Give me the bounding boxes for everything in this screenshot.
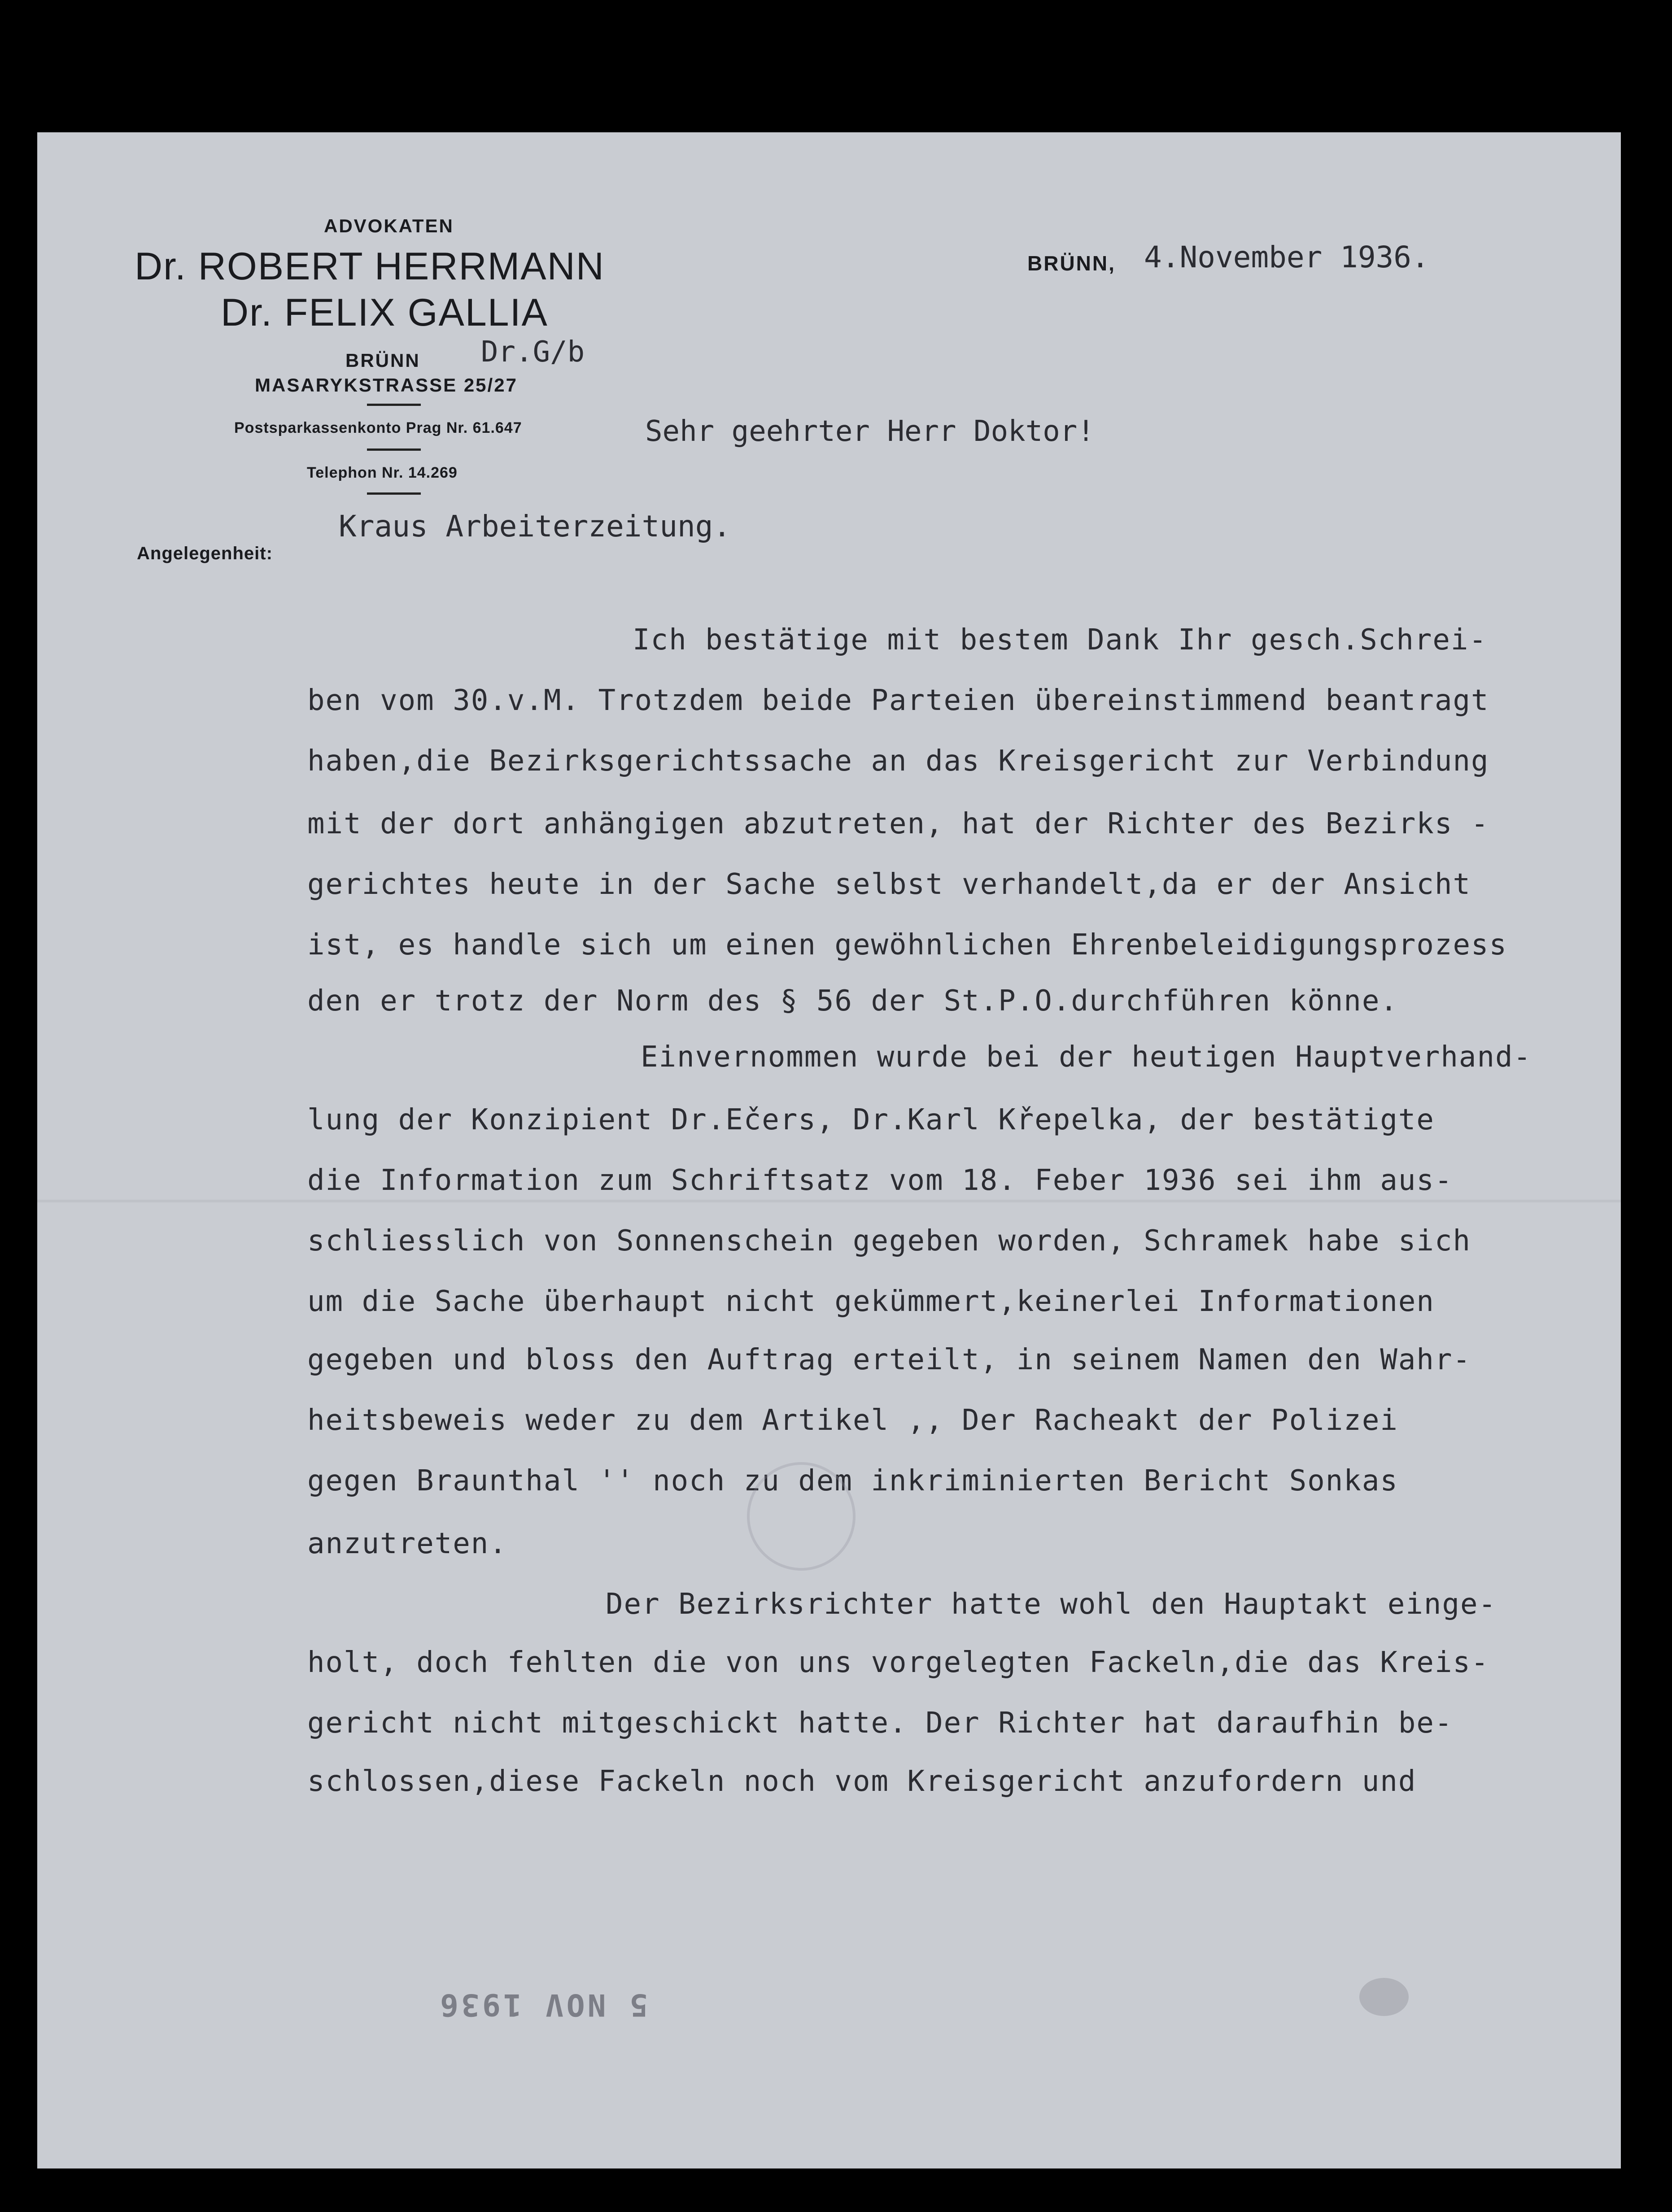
paper-fold [37,1200,1621,1202]
body-line-19: gericht nicht mitgeschickt hatte. Der Richter hat daraufhin be- [307,1707,1453,1740]
letterhead-telephone: Telephon Nr. 14.269 [307,464,458,481]
reference-mark: Dr.G/b [481,335,585,369]
body-line-13: gegeben und bloss den Auftrag erteilt, in seinem Namen den Wahr- [307,1343,1471,1376]
place-printed: BRÜNN, [1027,252,1116,275]
body-line-7: den er trotz der Norm des § 56 der St.P.O.durchführen könne. [307,984,1398,1018]
letterhead-divider-2 [367,448,421,451]
archive-stamp-faint [747,1462,856,1571]
body-line-6: ist, es handle sich um einen gewöhnlichen Ehrenbeleidigungsprozess [307,928,1508,962]
body-line-2: ben vom 30.v.M. Trotzdem beide Parteien übereinstimmend beantragt [307,684,1489,717]
letterhead-profession: ADVOKATEN [324,215,454,236]
letterhead-postal-account: Postsparkassenkonto Prag Nr. 61.647 [234,419,522,436]
body-line-8: Einvernommen wurde bei der heutigen Hauptverhand- [641,1041,1532,1074]
body-line-18: holt, doch fehlten die von uns vorgelegten Fackeln,die das Kreis- [307,1646,1489,1679]
letterhead-partner-2: Dr. FELIX GALLIA [221,291,548,334]
body-line-4: mit der dort anhängigen abzutreten, hat der Richter des Bezirks - [307,807,1489,840]
letterhead-divider-3 [367,492,421,495]
body-line-5: gerichtes heute in der Sache selbst verhandelt,da er der Ansicht [307,868,1471,901]
body-line-10: die Information zum Schriftsatz vom 18. Feber 1936 sei ihm aus- [307,1164,1453,1197]
letterhead-subject-label: Angelegenheit: [137,544,273,563]
body-line-9: lung der Konzipient Dr.Ečers, Dr.Karl Křepelka, der bestätigte [307,1103,1435,1136]
letterhead-divider-1 [367,404,421,406]
letterhead-city: BRÜNN [345,350,420,371]
letterhead-street: MASARYKSTRASSE 25/27 [255,374,518,396]
body-line-14: heitsbeweis weder zu dem Artikel ,, Der Racheakt der Polizei [307,1404,1398,1437]
received-stamp: 5 NOV 1936 [437,1987,648,2022]
ink-smudge [1359,1978,1409,2016]
subject-line: Kraus Arbeiterzeitung. [339,509,731,544]
body-line-11: schliesslich von Sonnenschein gegeben worden, Schramek habe sich [307,1224,1471,1258]
body-line-1: Ich bestätige mit bestem Dank Ihr gesch.Schrei- [633,623,1487,657]
body-line-12: um die Sache überhaupt nicht gekümmert,keinerlei Informationen [307,1285,1435,1318]
body-line-20: schlossen,diese Fackeln noch vom Kreisgericht anzufordern und [307,1765,1417,1798]
letter-date: 4.November 1936. [1144,240,1429,274]
body-line-3: haben,die Bezirksgerichtssache an das Kreisgericht zur Verbindung [307,745,1489,778]
body-line-16: anzutreten. [307,1527,507,1560]
salutation: Sehr geehrter Herr Doktor! [645,415,1095,448]
body-line-15: gegen Braunthal '' noch zu dem inkriminierten Bericht Sonkas [307,1464,1398,1498]
body-line-17: Der Bezirksrichter hatte wohl den Hauptakt einge- [606,1588,1497,1621]
letterhead-partner-1: Dr. ROBERT HERRMANN [135,245,605,288]
